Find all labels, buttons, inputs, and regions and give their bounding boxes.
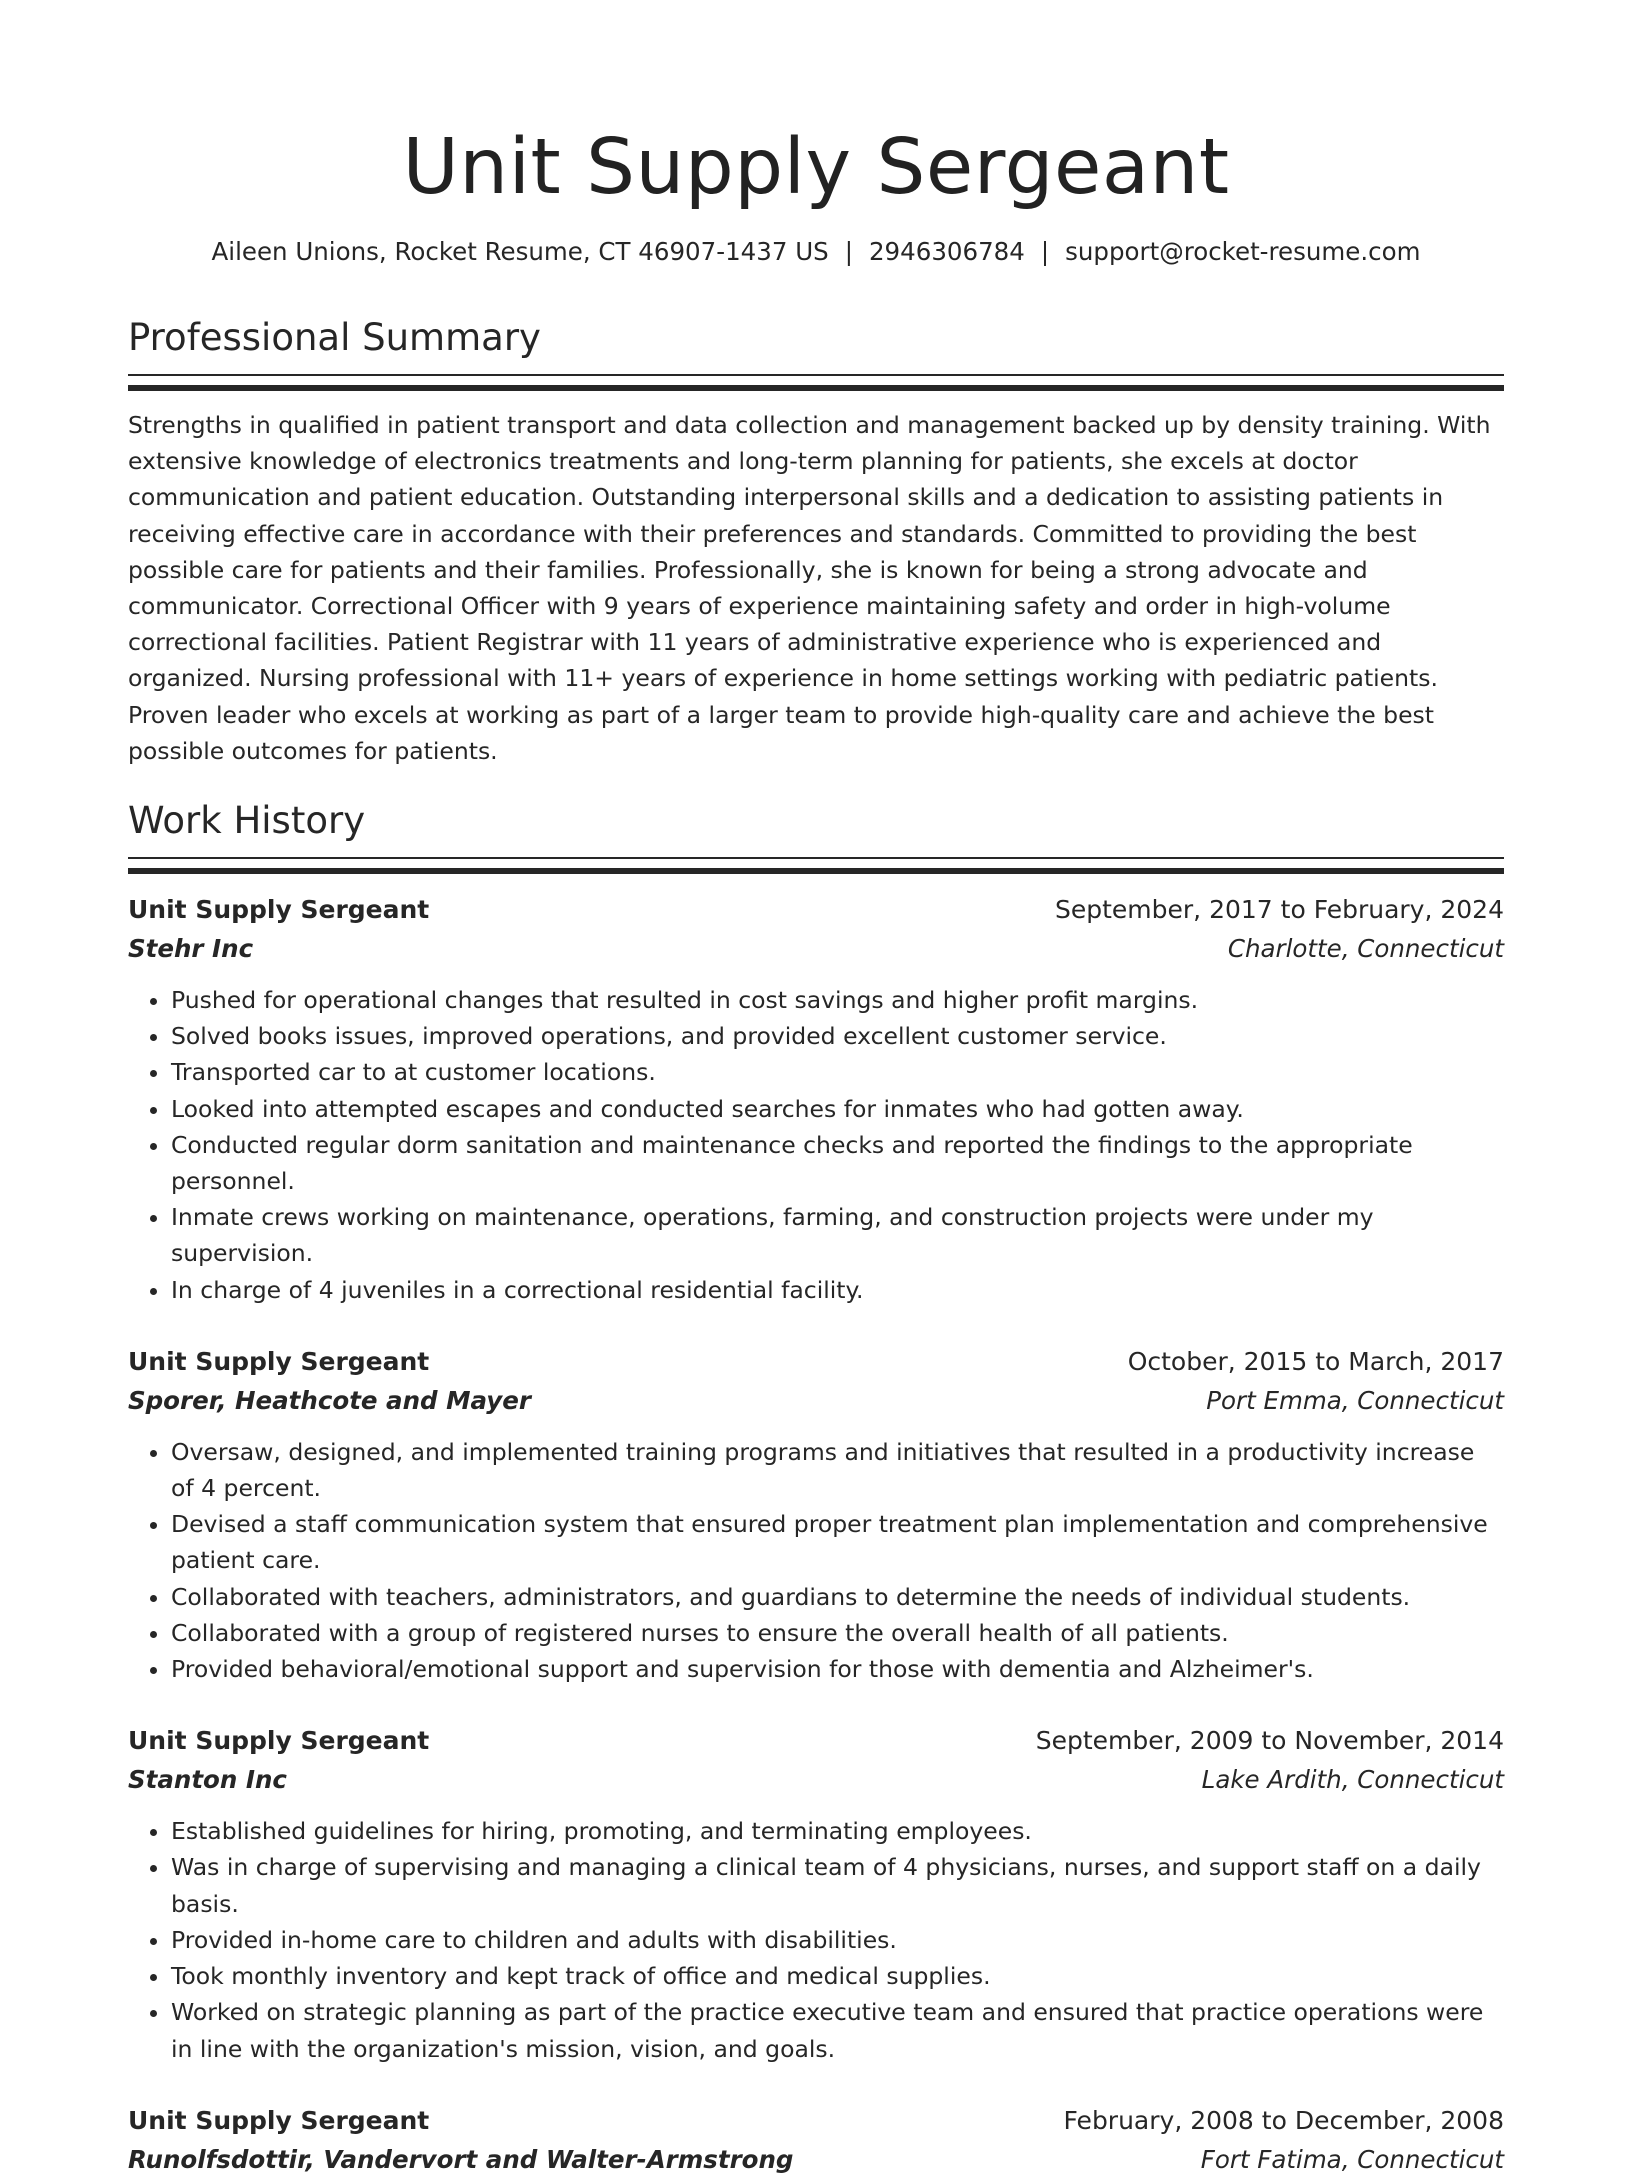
job-bullet: • Collaborated with a group of registered nurses to ensure the overall health of all patients. [171, 1615, 1504, 1651]
job-bullet: • Provided in-home care to children and adults with disabilities. [171, 1922, 1504, 1958]
contact-phone: 2946306784 [868, 237, 1025, 266]
job-header-row [128, 2101, 1504, 2141]
job-title: Unit Supply Sergeant [128, 1346, 430, 1376]
job-bullet: • Took monthly inventory and kept track of office and medical supplies. [171, 1958, 1504, 1994]
job-bullets [128, 1434, 1504, 1687]
job-bullets [128, 1813, 1504, 2066]
job-bullet: • Solved books issues, improved operations, and provided excellent customer service. [171, 1018, 1504, 1054]
job-location: Charlotte, Connecticut [1227, 934, 1504, 964]
job-entry [128, 1342, 1504, 1687]
job-bullet: • Provided behavioral/emotional support and supervision for those with dementia and Alzheimer's. [171, 1651, 1504, 1687]
job-subheader-row [128, 2141, 1504, 2179]
job-bullet: • Established guidelines for hiring, promoting, and terminating employees. [171, 1813, 1504, 1849]
job-title: Unit Supply Sergeant [128, 1726, 430, 1756]
work-history-section [128, 799, 1504, 2179]
job-bullet: • Oversaw, designed, and implemented training programs and initiatives that resulted in a productivity increase of 4 percent. [171, 1434, 1504, 1506]
job-bullet: • Transported car to at customer locations. [171, 1054, 1504, 1090]
job-bullet: • Collaborated with teachers, administrators, and guardians to determine the needs of individual students. [171, 1579, 1504, 1615]
work-history-heading: Work History [128, 799, 366, 843]
summary-text: Strengths in qualified in patient transport and data collection and management backed up by density training. With extensive knowledge of electronics treatments and long-term planning for patients, she excels at doctor communication and patient education. Outstanding interpersonal skills and a dedication to assisting patients in receiving effective care in accordance with their preferences and standards. Committed to providing the best possible care for patients and their families. Professionally, she is known for being a strong advocate and communicator. Correctional Officer with 9 years of experience maintaining safety and order in high-volume correctional facilities. Patient Registrar with 11 years of administrative experience who is experienced and organized. Nursing professional with 11+ years of experience in home settings working with pediatric patients. Proven leader who excels at working as part of a larger team to provide high-quality care and achieve the best possible outcomes for patients. [128, 411, 1491, 765]
job-bullet: • Looked into attempted escapes and conducted searches for inmates who had gotten away. [171, 1091, 1504, 1127]
job-bullet: • Was in charge of supervising and managing a clinical team of 4 physicians, nurses, and support staff on a daily basis. [171, 1849, 1504, 1921]
job-company: Sporer, Heathcote and Mayer [128, 1385, 531, 1415]
job-entry [128, 2101, 1504, 2179]
summary-section [128, 316, 1504, 769]
job-entry [128, 1721, 1504, 2066]
job-location: Lake Ardith, Connecticut [1201, 1765, 1504, 1795]
job-dates: February, 2008 to December, 2008 [1063, 2105, 1504, 2135]
job-location: Fort Fatima, Connecticut [1200, 2144, 1504, 2174]
job-dates: September, 2009 to November, 2014 [1035, 1726, 1504, 1756]
job-bullets [128, 982, 1504, 1308]
job-bullet: • Worked on strategic planning as part of the practice executive team and ensured that practice operations were in line with the organization's mission, vision, and goals. [171, 1994, 1504, 2066]
contact-line [128, 232, 1504, 272]
job-bullet: • Pushed for operational changes that resulted in cost savings and higher profit margins. [171, 982, 1504, 1018]
job-dates: September, 2017 to February, 2024 [1055, 895, 1504, 925]
job-company: Stehr Inc [128, 934, 254, 964]
contact-separator: | [844, 237, 853, 266]
contact-separator: | [1040, 237, 1050, 266]
job-subheader-row [128, 930, 1504, 968]
contact-email: support@rocket-resume.com [1065, 237, 1421, 266]
job-list [128, 890, 1504, 2179]
job-subheader-row [128, 1761, 1504, 1799]
job-entry [128, 890, 1504, 1308]
contact-address: Aileen Unions, Rocket Resume, CT 46907-1437 US [211, 237, 829, 266]
section-divider [128, 374, 1504, 391]
job-location: Port Emma, Connecticut [1206, 1385, 1504, 1415]
job-bullet: • Inmate crews working on maintenance, operations, farming, and construction projects were under my supervision. [171, 1199, 1504, 1271]
job-bullet: • In charge of 4 juveniles in a correctional residential facility. [171, 1272, 1504, 1308]
job-header-row [128, 1342, 1504, 1382]
job-dates: October, 2015 to March, 2017 [1127, 1346, 1504, 1376]
job-bullet: • Devised a staff communication system that ensured proper treatment plan implementation and comprehensive patient care. [171, 1506, 1504, 1578]
job-title: Unit Supply Sergeant [128, 895, 430, 925]
section-divider [128, 857, 1504, 874]
resume-name: Unit Supply Sergeant [402, 123, 1230, 212]
job-company: Stanton Inc [128, 1765, 287, 1795]
job-header-row [128, 890, 1504, 930]
job-subheader-row [128, 1382, 1504, 1420]
job-company: Runolfsdottir, Vandervort and Walter-Armstrong [128, 2144, 794, 2174]
summary-heading: Professional Summary [128, 316, 541, 359]
job-header-row [128, 1721, 1504, 1761]
job-title: Unit Supply Sergeant [128, 2105, 430, 2135]
job-bullet: • Conducted regular dorm sanitation and maintenance checks and reported the findings to the appropriate personnel. [171, 1127, 1504, 1199]
